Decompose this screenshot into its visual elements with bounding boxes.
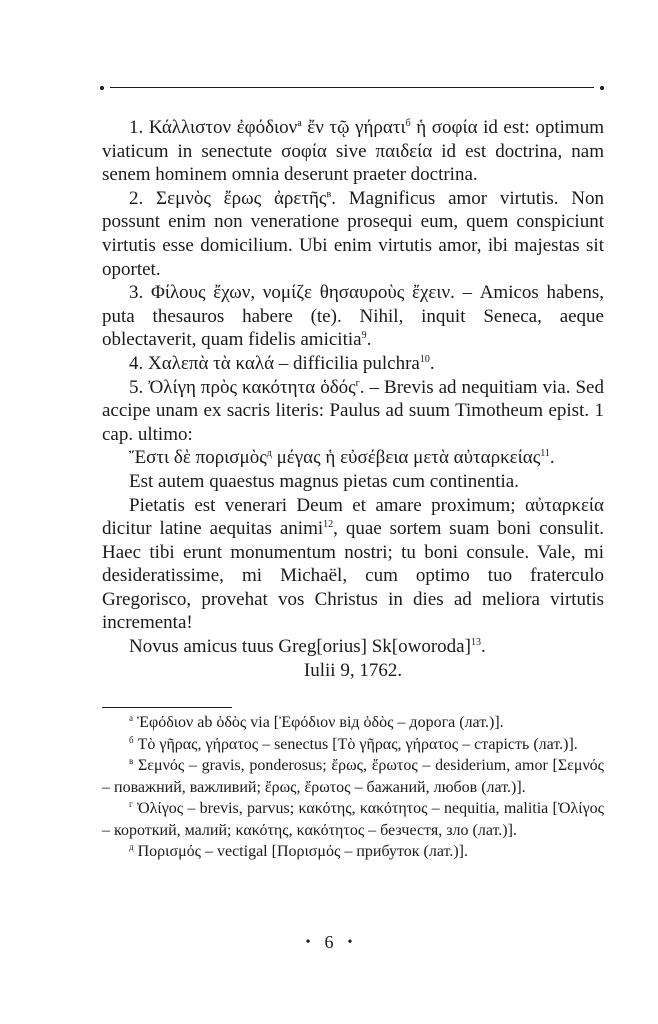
endnote-ref: 12 <box>323 519 334 531</box>
text-run: 2. Σεμνὸς ἔρως ἀρετῆς <box>129 187 327 209</box>
footnote <box>102 841 604 863</box>
footnote-text: Τὸ γῆρας, γήρατος – senectus [Τὸ γῆρας, γήρατος – старість (лат.)]. <box>137 735 578 753</box>
text-run: Est autem quaestus magnus pietas cum continentia. <box>129 470 519 492</box>
text-run: . Magnificus amor virtutis. Non possunt enim non veneratione prosequi eum, quem conspiciunt virtutis esse domicilium. Ubi enim virtutis amor, ibi majestas sit oportet. <box>102 187 604 280</box>
footnote <box>102 734 604 756</box>
signature <box>102 635 604 659</box>
footnote-mark: в <box>129 756 134 766</box>
page-number: 6 <box>324 932 334 952</box>
rule-dot-right <box>600 86 604 90</box>
text-run: 4. Χαλεπὰ τὰ καλά – difficilia pulchra <box>129 352 420 374</box>
endnote-ref: 11 <box>540 448 550 460</box>
text-run: 1. Κάλλιστον ἐφόδιον <box>129 117 298 138</box>
latin-quote <box>102 470 604 494</box>
text-run: Pietatis est venerari Deum et amare proximum; αὐταρκεία dicitur latine aequitas animi <box>102 494 604 540</box>
main-text <box>102 116 604 682</box>
footnote-ref: а <box>297 118 302 129</box>
folio-bullet-right: • <box>347 935 353 950</box>
footnote-text: Ὀλίγος – brevis, parvus; κακότης, κακότητος – nequitia, malitia [Ὀλίγος – короткий, малий; κακότης, κακότητος – безчестя, зло (лат.)]. <box>102 800 604 839</box>
text-run: ἡ σοφία id est: optimum viaticum in senectute σοφία sive παιδεία id est doctrina, nam senem hominem omnia deserunt praeter doctrina. <box>102 117 604 186</box>
text-run: Novus amicus tuus Greg[orius] Sk[oworoda] <box>129 636 471 658</box>
footnote-text: Ἐφόδιον ab ὁδὸς via [Ἐφόδιον від ὁδὸς – дорога (лат.)]. <box>137 714 504 731</box>
text-run: 5. Ὀλίγη πρὸς κακότητα ὁδός <box>129 376 356 398</box>
date-line: Iulii 9, 1762. <box>303 659 403 681</box>
footnotes <box>102 712 604 863</box>
text-run: , quae sortem suam boni consulit. Haec tibi erunt monumentum nostri; tu boni consule. Vale, mi desideratissime, mi Michaël, cum optimo tuo fraterculo Gregorisco, provehat vos Christus in dies ad meliora virtutis incrementa! <box>102 518 604 634</box>
text-run: 3. Φίλους ἔχων, νομίζε θησαυροὺς ἔχειν. – Amicos habens, puta thesauros habere (te). Nihil, inquit Seneca, aeque oblectaverit, quam fidelis amicitia <box>102 282 604 351</box>
paragraph-2 <box>102 187 604 281</box>
footnote-ref: д <box>266 448 272 460</box>
paragraph-6 <box>102 494 604 636</box>
rule-line <box>110 87 594 88</box>
text-run: Ἔστι δὲ πορισμὸς <box>129 447 267 469</box>
greek-quote <box>102 446 604 470</box>
text-run: . <box>366 329 372 351</box>
paragraph-5 <box>102 376 604 447</box>
page-folio <box>0 932 658 953</box>
footnote-mark: г <box>129 799 133 809</box>
folio-bullet-left: • <box>305 935 311 950</box>
footnote-ref: б <box>405 118 411 129</box>
footnote-mark: д <box>129 842 134 852</box>
paragraph-3 <box>102 281 604 352</box>
paragraph-1 <box>102 116 604 187</box>
footnote <box>102 798 604 841</box>
footnote-ref: в <box>326 188 332 200</box>
footnote-text: Πορισμός – vectigal [Πορισμός – прибуток (лат.)]. <box>137 843 468 860</box>
endnote-ref: 9 <box>361 330 367 342</box>
rule-dot-left <box>100 86 104 90</box>
footnote-text: Σεμνός – gravis, ponderosus; ἔρως, ἔρωτος – desiderium, amor [Σεμνός – поважний, важливий; ἔρως, ἔρωτος – бажаний, любов (лат.)]. <box>102 757 605 796</box>
endnote-ref: 13 <box>470 637 481 649</box>
footnote <box>102 712 604 734</box>
footnote-ref: г <box>355 377 360 389</box>
text-run: . <box>480 636 486 658</box>
text-run: . <box>429 352 435 374</box>
footnote-separator <box>102 707 232 708</box>
endnote-ref: 10 <box>419 353 430 365</box>
footnote-mark: а <box>129 713 133 723</box>
footnote <box>102 755 604 798</box>
header-rule <box>100 86 604 92</box>
text-run: . <box>549 447 555 469</box>
paragraph-4 <box>102 352 604 376</box>
text-run: ἔν τῷ γήρατι <box>301 117 406 138</box>
text-run: . – Brevis ad nequitiam via. Sed accipe unam ex sacris literis: Paulus ad suum Timotheum epist. 1 cap. ultimo: <box>102 376 604 445</box>
text-run: μέγας ἡ εὐσέβεια μετὰ αὐταρκείας <box>271 447 541 469</box>
footnote-mark: б <box>129 734 134 745</box>
